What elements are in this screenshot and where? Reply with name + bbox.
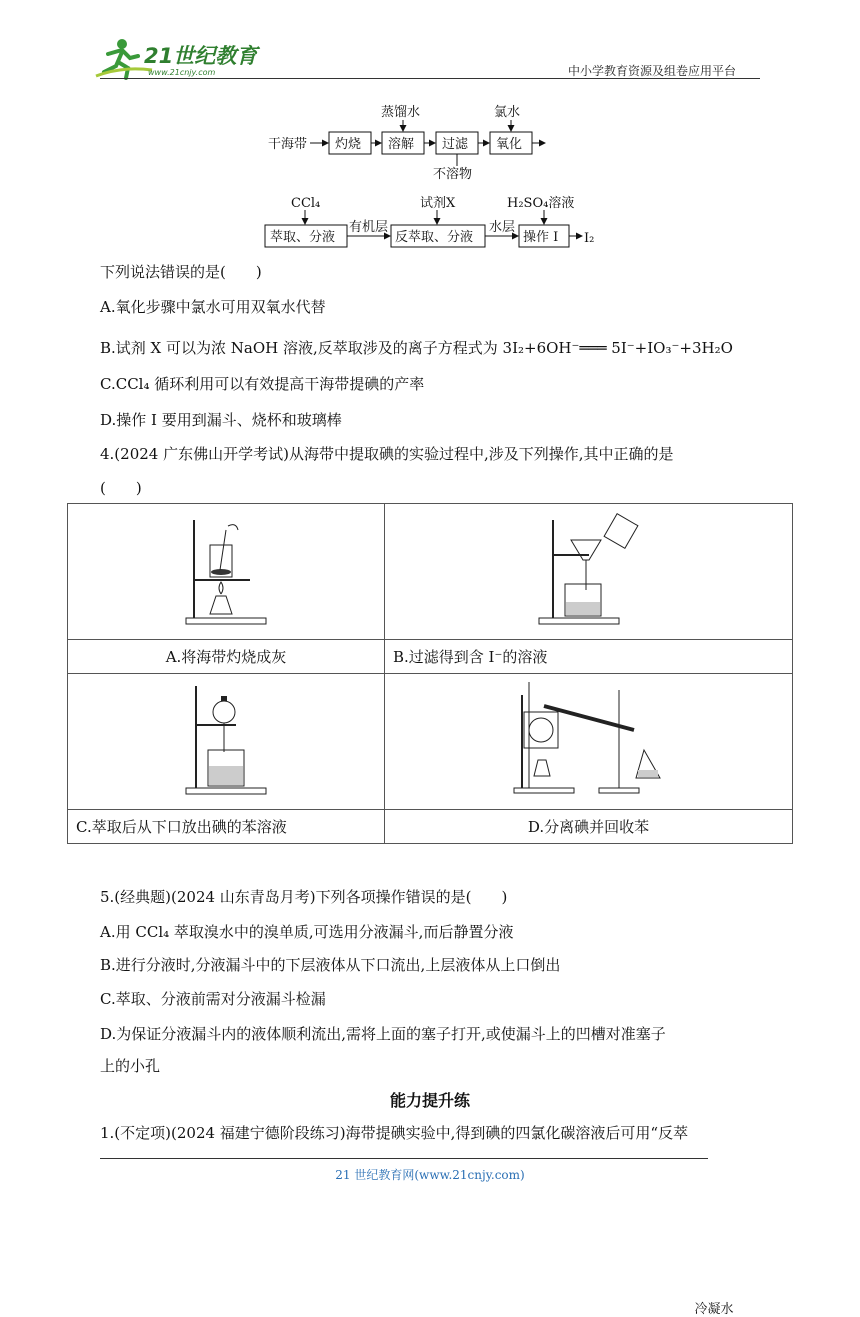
flow-aqueous-layer: 水层 [489, 220, 516, 235]
q4-caption-a: A.将海带灼烧成灰 [68, 640, 385, 674]
site-logo [92, 36, 262, 80]
platform-name: 中小学教育资源及组卷应用平台 [568, 64, 737, 78]
q3-option-c: C.CCl₄ 循环利用可以有效提高干海带提碘的产率 [100, 375, 425, 393]
flow-organic-layer: 有机层 [349, 220, 389, 235]
flow-operation-1: 操作 Ⅰ [523, 230, 559, 245]
flow-oxidize: 氧化 [496, 137, 523, 152]
q4-image-b [385, 504, 793, 640]
q5-option-c: C.萃取、分液前需对分液漏斗检漏 [100, 990, 326, 1008]
q3-option-d: D.操作 Ⅰ 要用到漏斗、烧杯和玻璃棒 [100, 411, 342, 429]
q4-stem-paren: ( ) [100, 479, 142, 497]
flow-h2so4: H₂SO₄溶液 [507, 196, 575, 211]
flow-start: 干海带 [268, 137, 308, 152]
q4-stem: 4.(2024 广东佛山开学考试)从海带中提取碘的实验过程中,涉及下列操作,其中正确的是 [100, 445, 674, 463]
flow-burn: 灼烧 [335, 137, 362, 152]
flow-insoluble: 不溶物 [433, 167, 473, 182]
logo-url: www.21cnjy.com [148, 68, 216, 77]
flow-reagent-x: 试剂X [420, 196, 456, 211]
process-flowchart [0, 96, 860, 254]
separatory-funnel-icon [166, 680, 286, 800]
burning-apparatus-icon [166, 510, 286, 630]
logo-text: 21世纪教育 [144, 44, 258, 68]
next-question-stem: 1.(不定项)(2024 福建宁德阶段练习)海带提碘实验中,得到碘的四氯化碳溶液后可用“反萃 [100, 1124, 689, 1142]
flow-filter: 过滤 [442, 137, 469, 152]
filtration-apparatus-icon [519, 510, 659, 630]
q4-image-c [68, 674, 385, 810]
q5-option-d-cont: 上的小孔 [100, 1057, 161, 1075]
flow-ccl4: CCl₄ [291, 196, 321, 211]
distillation-apparatus-icon [504, 680, 674, 800]
q3-option-b: B.试剂 X 可以为浓 NaOH 溶液,反萃取涉及的离子方程式为 3I₂+6OH⁻═══ 5I⁻+IO₃⁻+3H₂O [100, 339, 733, 357]
q4-image-a [68, 504, 385, 640]
flow-distilled-water: 蒸馏水 [381, 105, 421, 120]
q5-stem: 5.(经典题)(2024 山东青岛月考)下列各项操作错误的是( ) [100, 888, 508, 906]
q3-stem: 下列说法错误的是( ) [100, 263, 262, 281]
flow-dissolve: 溶解 [388, 137, 415, 152]
flow-extract: 萃取、分液 [270, 230, 336, 245]
flow-back-extract: 反萃取、分液 [395, 230, 474, 245]
flow-iodine: I₂ [584, 231, 595, 246]
cold-water-label: 冷凝水 [694, 1301, 734, 1317]
q5-option-b: B.进行分液时,分液漏斗中的下层液体从下口流出,上层液体从上口倒出 [100, 956, 561, 974]
q4-caption-b: B.过滤得到含 I⁻的溶液 [385, 640, 793, 674]
footer-text: 21 世纪教育网(www.21cnjy.com) [335, 1168, 525, 1182]
footer-divider [100, 1158, 708, 1159]
flow-chlorine-water: 氯水 [494, 105, 521, 120]
header-divider [100, 78, 760, 79]
q5-option-d: D.为保证分液漏斗内的液体顺利流出,需将上面的塞子打开,或使漏斗上的凹槽对准塞子 [100, 1025, 666, 1043]
q4-caption-d: D.分离碘并回收苯 [385, 810, 793, 844]
q5-option-a: A.用 CCl₄ 萃取溴水中的溴单质,可选用分液漏斗,而后静置分液 [100, 923, 514, 941]
q4-caption-c: C.萃取后从下口放出碘的苯溶液 [68, 810, 385, 844]
q3-option-a: A.氧化步骤中氯水可用双氧水代替 [100, 298, 326, 316]
section-title: 能力提升练 [389, 1091, 470, 1110]
